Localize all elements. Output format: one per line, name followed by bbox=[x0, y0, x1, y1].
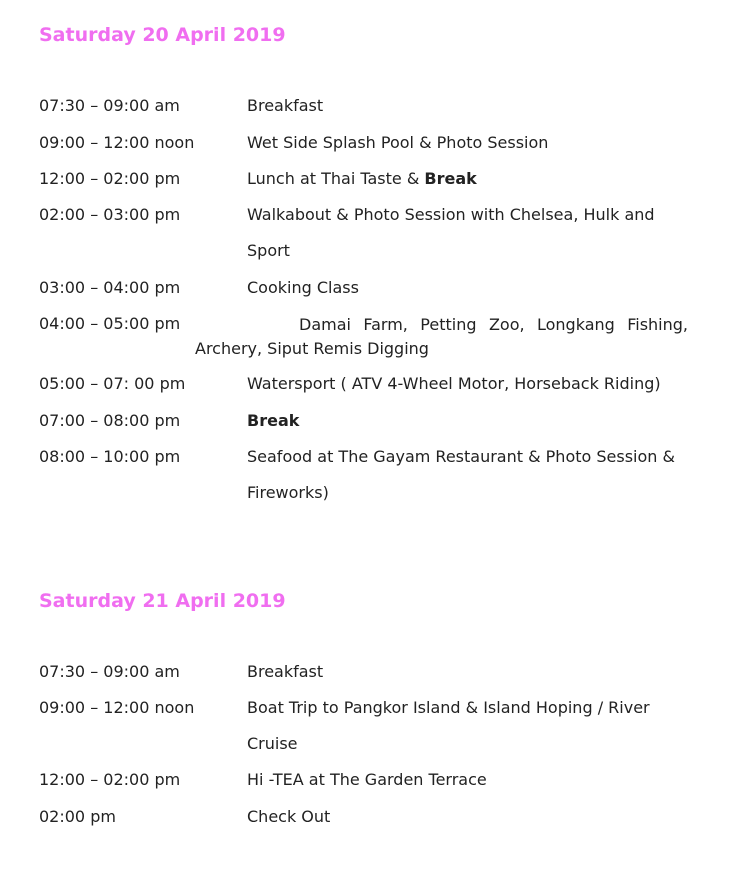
activity-line-2: Cruise bbox=[247, 734, 298, 753]
activity bbox=[247, 403, 707, 439]
activity: Check Out bbox=[247, 807, 331, 826]
activity bbox=[247, 197, 707, 269]
activity: Wet Side Splash Pool & Photo Session bbox=[247, 133, 549, 152]
time-slot: 12:00 – 02:00 pm bbox=[39, 770, 181, 789]
activity-line-1: Damai Farm, Petting Zoo, Longkang Fishing, bbox=[299, 315, 688, 334]
time-slot: 07:30 – 09:00 am bbox=[39, 96, 180, 115]
activity bbox=[247, 439, 707, 511]
time-slot: 07:30 – 09:00 am bbox=[39, 662, 180, 681]
activity-line-2: Archery, Siput Remis Digging bbox=[195, 339, 429, 358]
activity bbox=[247, 690, 707, 762]
time-slot: 07:00 – 08:00 pm bbox=[39, 411, 181, 430]
time-slot: 08:00 – 10:00 pm bbox=[39, 447, 181, 466]
break-label: Break bbox=[247, 411, 300, 430]
activity: Breakfast bbox=[247, 662, 324, 681]
activity-text: Lunch at Thai Taste & bbox=[247, 169, 425, 188]
activity bbox=[195, 313, 688, 361]
activity: Breakfast bbox=[247, 96, 324, 115]
activity-line-2: Fireworks) bbox=[247, 483, 329, 502]
activity: Cooking Class bbox=[247, 278, 359, 297]
activity-line-1: Boat Trip to Pangkor Island & Island Hoping / River bbox=[247, 698, 650, 717]
time-slot: 12:00 – 02:00 pm bbox=[39, 169, 181, 188]
time-slot: 04:00 – 05:00 pm bbox=[39, 314, 181, 333]
activity-line-2: Sport bbox=[247, 241, 290, 260]
activity-line-1: Walkabout & Photo Session with Chelsea, Hulk and bbox=[247, 205, 655, 224]
day-1-title: Saturday 20 April 2019 bbox=[39, 24, 286, 46]
day-2-title: Saturday 21 April 2019 bbox=[39, 590, 286, 612]
activity-line-1: Seafood at The Gayam Restaurant & Photo Session & bbox=[247, 447, 675, 466]
time-slot: 02:00 pm bbox=[39, 807, 116, 826]
time-slot: 02:00 – 03:00 pm bbox=[39, 205, 181, 224]
activity: Watersport ( ATV 4-Wheel Motor, Horseback Riding) bbox=[247, 374, 661, 393]
time-slot: 05:00 – 07: 00 pm bbox=[39, 374, 186, 393]
activity: Hi -TEA at The Garden Terrace bbox=[247, 770, 487, 789]
break-label: Break bbox=[424, 169, 477, 188]
time-slot: 09:00 – 12:00 noon bbox=[39, 133, 195, 152]
activity bbox=[247, 161, 707, 197]
time-slot: 03:00 – 04:00 pm bbox=[39, 278, 181, 297]
time-slot: 09:00 – 12:00 noon bbox=[39, 698, 195, 717]
